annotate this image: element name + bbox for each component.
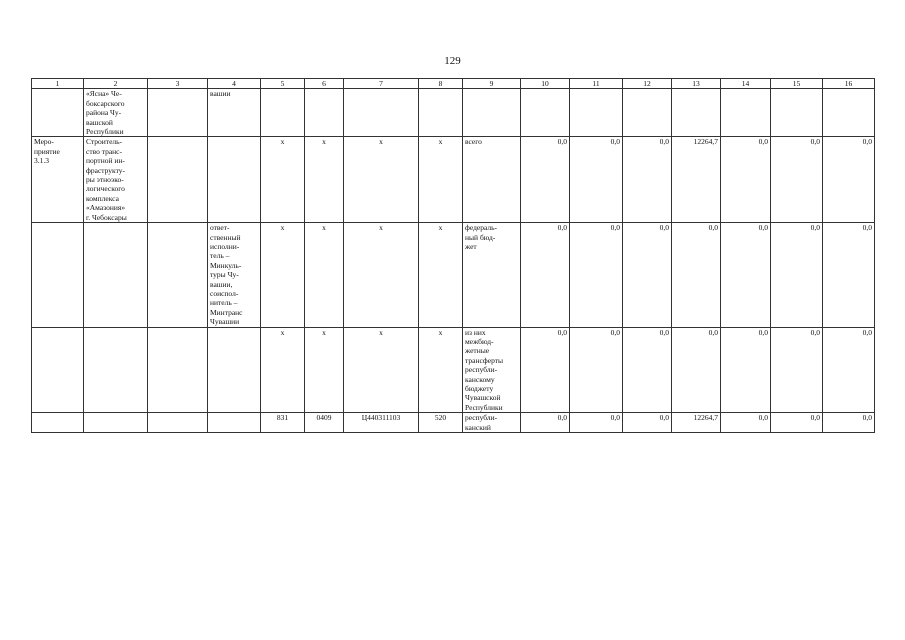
table-cell: x bbox=[261, 327, 305, 413]
table-cell bbox=[570, 89, 623, 137]
table-cell: 0,0 bbox=[570, 413, 623, 433]
column-number: 14 bbox=[721, 79, 771, 89]
table-cell: x bbox=[261, 223, 305, 327]
table-cell: Меро- приятие 3.1.3 bbox=[32, 137, 84, 223]
table-cell: республи- канский bbox=[463, 413, 521, 433]
column-number: 9 bbox=[463, 79, 521, 89]
column-number: 4 bbox=[208, 79, 261, 89]
column-number: 5 bbox=[261, 79, 305, 89]
table-cell bbox=[771, 89, 823, 137]
table-cell bbox=[721, 89, 771, 137]
column-number: 8 bbox=[419, 79, 463, 89]
table-cell: Строитель- ство транс- портной ин- фраструкту- ры этноэко- логического комплекса «Амазония» г. Чебоксары bbox=[84, 137, 148, 223]
table-cell: всего bbox=[463, 137, 521, 223]
table-cell: федераль- ный бюд- жет bbox=[463, 223, 521, 327]
table-cell: 520 bbox=[419, 413, 463, 433]
table-cell: x bbox=[419, 137, 463, 223]
table-cell bbox=[463, 89, 521, 137]
column-number: 13 bbox=[672, 79, 721, 89]
table-cell: Ц440311103 bbox=[344, 413, 419, 433]
table-cell: 0,0 bbox=[771, 137, 823, 223]
table-cell: из них межбюд- жетные трансферты республи- канскому бюджету Чувашской Республики bbox=[463, 327, 521, 413]
table-row bbox=[32, 137, 875, 223]
table-cell: 0,0 bbox=[721, 223, 771, 327]
column-number: 11 bbox=[570, 79, 623, 89]
table-row bbox=[32, 413, 875, 433]
table-cell bbox=[419, 89, 463, 137]
table-cell bbox=[32, 327, 84, 413]
table-cell bbox=[148, 223, 208, 327]
table-cell: 0,0 bbox=[521, 327, 570, 413]
table-cell: 0,0 bbox=[521, 413, 570, 433]
table-cell bbox=[208, 327, 261, 413]
table-cell: x bbox=[344, 327, 419, 413]
table-cell bbox=[32, 223, 84, 327]
table-cell bbox=[148, 137, 208, 223]
table-cell: x bbox=[344, 137, 419, 223]
column-number-row bbox=[32, 79, 875, 89]
table-cell: x bbox=[305, 223, 344, 327]
table-cell: x bbox=[305, 327, 344, 413]
table-cell bbox=[84, 327, 148, 413]
table-cell: x bbox=[305, 137, 344, 223]
table-cell bbox=[521, 89, 570, 137]
table-cell: 0,0 bbox=[771, 413, 823, 433]
table-cell bbox=[32, 89, 84, 137]
table-cell bbox=[148, 89, 208, 137]
table-cell bbox=[672, 89, 721, 137]
table-cell: 0,0 bbox=[623, 137, 672, 223]
column-number: 7 bbox=[344, 79, 419, 89]
table-cell: 0,0 bbox=[721, 327, 771, 413]
table-cell: 0,0 bbox=[823, 413, 875, 433]
table-cell bbox=[305, 89, 344, 137]
budget-table bbox=[31, 78, 875, 433]
table-cell: 0,0 bbox=[521, 137, 570, 223]
column-number: 10 bbox=[521, 79, 570, 89]
table-cell bbox=[208, 137, 261, 223]
column-number: 3 bbox=[148, 79, 208, 89]
table-cell: x bbox=[261, 137, 305, 223]
column-number: 16 bbox=[823, 79, 875, 89]
column-number: 15 bbox=[771, 79, 823, 89]
page-number: 129 bbox=[444, 55, 461, 67]
table-cell: 12264,7 bbox=[672, 413, 721, 433]
table-cell: 0,0 bbox=[771, 327, 823, 413]
table-cell: ответ- ственный исполни- тель – Минкуль- туры Чу- вашии, соиспол- нитель – Минтранс Чувашии bbox=[208, 223, 261, 327]
table-cell: 0,0 bbox=[623, 327, 672, 413]
table-cell: «Ясна» Че- боксарского района Чу- вашской Республики bbox=[84, 89, 148, 137]
column-number: 6 bbox=[305, 79, 344, 89]
table-cell: 0,0 bbox=[570, 327, 623, 413]
table-cell: 831 bbox=[261, 413, 305, 433]
table-cell: 0,0 bbox=[823, 327, 875, 413]
column-number: 2 bbox=[84, 79, 148, 89]
table-cell: 12264,7 bbox=[672, 137, 721, 223]
table-cell: 0,0 bbox=[672, 327, 721, 413]
table-cell: x bbox=[419, 223, 463, 327]
table-cell: 0409 bbox=[305, 413, 344, 433]
table-cell: 0,0 bbox=[721, 413, 771, 433]
table-cell: 0,0 bbox=[672, 223, 721, 327]
table-cell: 0,0 bbox=[623, 223, 672, 327]
table-cell: 0,0 bbox=[521, 223, 570, 327]
table-row bbox=[32, 223, 875, 327]
table-cell bbox=[84, 413, 148, 433]
table-cell bbox=[344, 89, 419, 137]
table-cell: вашии bbox=[208, 89, 261, 137]
table-cell: 0,0 bbox=[570, 137, 623, 223]
table-cell: 0,0 bbox=[721, 137, 771, 223]
table-cell: x bbox=[419, 327, 463, 413]
table-cell: 0,0 bbox=[623, 413, 672, 433]
table-cell bbox=[148, 327, 208, 413]
table-cell: x bbox=[344, 223, 419, 327]
table-cell bbox=[261, 89, 305, 137]
table-cell bbox=[148, 413, 208, 433]
table-cell bbox=[208, 413, 261, 433]
table-cell bbox=[84, 223, 148, 327]
table-row bbox=[32, 327, 875, 413]
table-row bbox=[32, 89, 875, 137]
table-cell bbox=[623, 89, 672, 137]
column-number: 12 bbox=[623, 79, 672, 89]
table-cell: 0,0 bbox=[823, 223, 875, 327]
table-cell: 0,0 bbox=[771, 223, 823, 327]
table-cell: 0,0 bbox=[570, 223, 623, 327]
table-cell: 0,0 bbox=[823, 137, 875, 223]
column-number: 1 bbox=[32, 79, 84, 89]
table-cell bbox=[823, 89, 875, 137]
table-cell bbox=[32, 413, 84, 433]
